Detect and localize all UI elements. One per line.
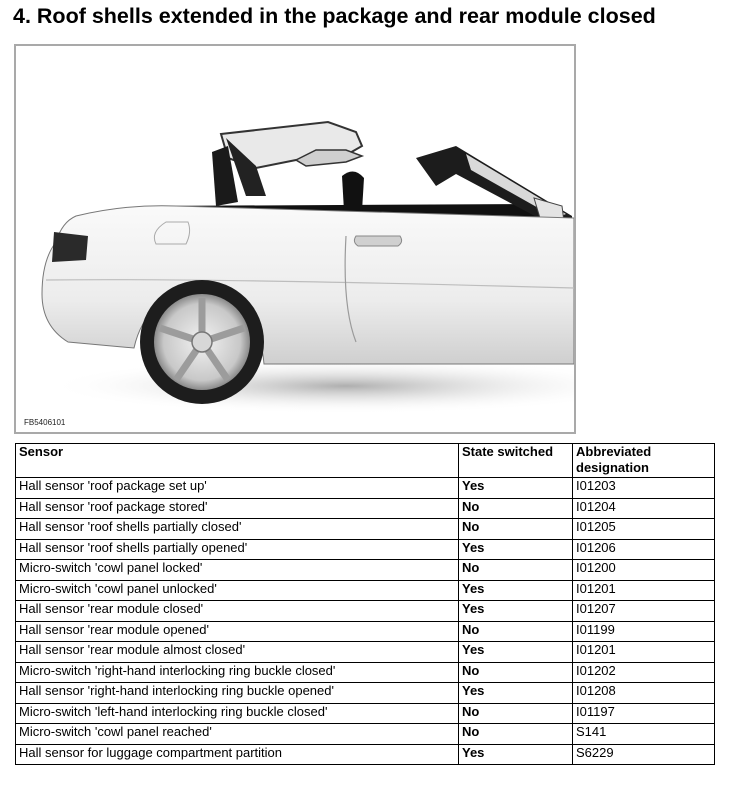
car-figure — [14, 44, 576, 434]
designation-cell: S6229 — [573, 744, 715, 765]
table-row — [16, 724, 715, 745]
state-switched-cell: Yes — [459, 744, 573, 765]
designation-cell: I01201 — [573, 642, 715, 663]
sensor-name-cell: Hall sensor 'rear module closed' — [16, 601, 459, 622]
designation-cell: I01207 — [573, 601, 715, 622]
table-row — [16, 560, 715, 581]
designation-cell: I01200 — [573, 560, 715, 581]
state-switched-cell: Yes — [459, 642, 573, 663]
sensor-name-cell: Hall sensor 'rear module opened' — [16, 621, 459, 642]
state-switched-cell: No — [459, 519, 573, 540]
state-switched-cell: Yes — [459, 683, 573, 704]
designation-cell: I01204 — [573, 498, 715, 519]
designation-cell: I01205 — [573, 519, 715, 540]
table-row — [16, 601, 715, 622]
designation-cell: I01203 — [573, 478, 715, 499]
table-row — [16, 478, 715, 499]
designation-cell: I01201 — [573, 580, 715, 601]
sensor-name-cell: Hall sensor 'roof shells partially closed' — [16, 519, 459, 540]
figure-code: FB5406101 — [24, 418, 66, 427]
sensor-name-cell: Hall sensor 'roof shells partially opened' — [16, 539, 459, 560]
designation-cell: I01197 — [573, 703, 715, 724]
table-row — [16, 683, 715, 704]
state-switched-cell: No — [459, 498, 573, 519]
state-switched-cell: Yes — [459, 478, 573, 499]
convertible-car-illustration — [16, 46, 574, 432]
page-title: 4. Roof shells extended in the package and rear module closed — [13, 4, 656, 28]
state-switched-cell: No — [459, 662, 573, 683]
sensor-name-cell: Micro-switch 'cowl panel reached' — [16, 724, 459, 745]
state-switched-cell: No — [459, 621, 573, 642]
table-row — [16, 498, 715, 519]
header-state-switched: State switched — [459, 444, 573, 478]
sensor-name-cell: Hall sensor 'roof package set up' — [16, 478, 459, 499]
designation-cell: S141 — [573, 724, 715, 745]
table-row — [16, 744, 715, 765]
state-switched-cell: Yes — [459, 580, 573, 601]
table-row — [16, 642, 715, 663]
designation-cell: I01202 — [573, 662, 715, 683]
table-row — [16, 539, 715, 560]
state-switched-cell: Yes — [459, 601, 573, 622]
sensor-table — [15, 443, 715, 765]
designation-cell: I01199 — [573, 621, 715, 642]
table-row — [16, 662, 715, 683]
state-switched-cell: No — [459, 560, 573, 581]
sensor-name-cell: Hall sensor 'roof package stored' — [16, 498, 459, 519]
header-sensor: Sensor — [16, 444, 459, 478]
sensor-name-cell: Hall sensor 'rear module almost closed' — [16, 642, 459, 663]
sensor-name-cell: Micro-switch 'cowl panel unlocked' — [16, 580, 459, 601]
table-row — [16, 703, 715, 724]
sensor-name-cell: Micro-switch 'cowl panel locked' — [16, 560, 459, 581]
sensor-name-cell: Hall sensor for luggage compartment partition — [16, 744, 459, 765]
sensor-name-cell: Micro-switch 'left-hand interlocking ring buckle closed' — [16, 703, 459, 724]
sensor-name-cell: Micro-switch 'right-hand interlocking ring buckle closed' — [16, 662, 459, 683]
state-switched-cell: Yes — [459, 539, 573, 560]
designation-cell: I01206 — [573, 539, 715, 560]
state-switched-cell: No — [459, 724, 573, 745]
table-row — [16, 519, 715, 540]
table-header-row — [16, 444, 715, 478]
header-abbreviated-designation: Abbreviated designation — [573, 444, 715, 478]
sensor-name-cell: Hall sensor 'right-hand interlocking ring buckle opened' — [16, 683, 459, 704]
state-switched-cell: No — [459, 703, 573, 724]
designation-cell: I01208 — [573, 683, 715, 704]
table-row — [16, 580, 715, 601]
table-row — [16, 621, 715, 642]
